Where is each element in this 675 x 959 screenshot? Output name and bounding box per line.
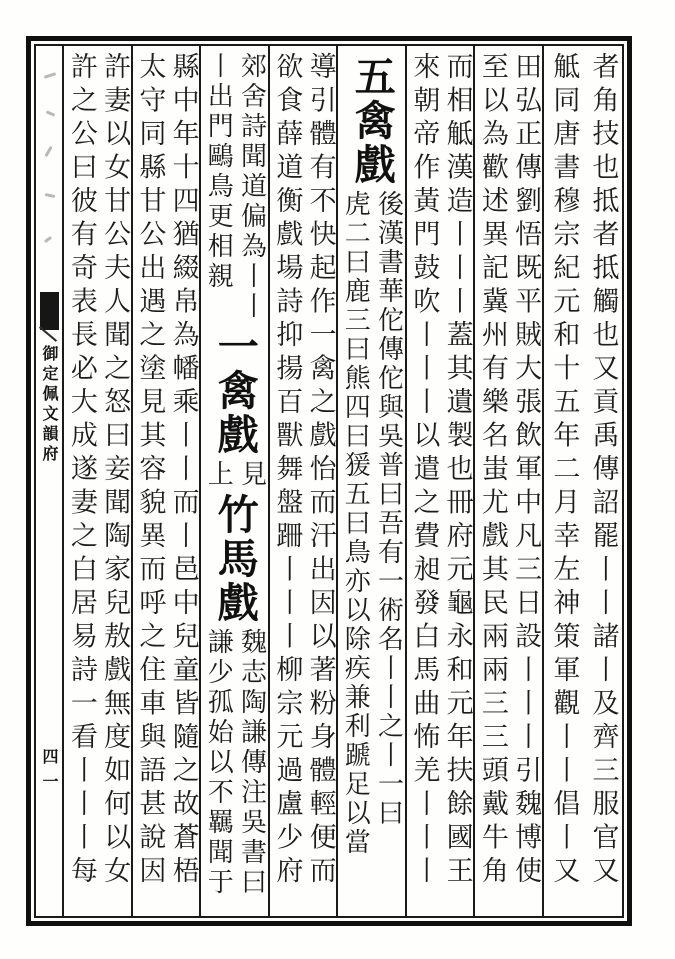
text-column-7 (131, 46, 200, 916)
commentary-pair (270, 52, 337, 890)
commentary-text: 許之公曰彼有奇表長必大成遂妻之白居易詩一看丨丨丨每 (65, 52, 97, 890)
commentary-text: 上 (203, 460, 234, 490)
commentary-text: 郊舍詩聞道偏為丨丨 (236, 52, 267, 322)
commentary-right (508, 52, 541, 890)
spine-book-title: 御定佩文韻府 (40, 345, 59, 465)
commentary-pair (338, 190, 405, 857)
page-frame (26, 36, 632, 926)
headword-text: 竹馬戲 (210, 493, 259, 625)
commentary-text: 見 (236, 460, 267, 490)
text-column-6 (199, 46, 268, 916)
commentary-pair (201, 460, 268, 490)
commentary-right (371, 190, 404, 857)
commentary-pair (407, 52, 474, 890)
commentary-pair (201, 628, 268, 898)
headword-zhumaxi (201, 493, 268, 625)
commentary-right (234, 460, 267, 490)
commentary-text: 太守同縣甘公出遇之塗見其容貌異而呼之住車與語甚說因 (134, 52, 166, 890)
ink-smudge (44, 72, 56, 79)
commentary-text: 魏志陶謙傳注吳書曰 (236, 628, 267, 898)
commentary-text: 田弘正傳劉悟既平賊大張飲軍中凡三日設丨丨丨引魏博使 (510, 52, 542, 890)
commentary-left (407, 52, 440, 890)
ink-smudge (46, 110, 55, 116)
commentary-text: 謙少孤始以不羈聞于 (203, 628, 234, 898)
commentary-text: 至以為歡述異記冀州有樂名蚩尤戲其民兩兩三三頭戴牛角 (476, 52, 508, 890)
text-column-5 (268, 46, 337, 916)
commentary-pair (64, 52, 131, 890)
page-frame-inner (34, 44, 624, 918)
text-column-4 (336, 46, 405, 916)
commentary-left (475, 52, 508, 890)
commentary-pair (133, 52, 200, 890)
commentary-left (270, 52, 303, 890)
commentary-left (338, 190, 371, 857)
text-column-1 (542, 46, 622, 916)
commentary-text: 欲食薛道衡戲場詩抑揚百獸舞盤跚丨丨丨柳宗元過盧少府 (271, 52, 303, 890)
commentary-pair (475, 52, 542, 890)
commentary-text: 縣中年十四猶綴帛為幡乘丨丨而丨邑中兒童皆隨之故蒼梧 (167, 52, 199, 890)
commentary-right (97, 52, 130, 890)
commentary-pair (544, 52, 622, 890)
commentary-right (440, 52, 473, 890)
headword-yiqinxi (201, 325, 268, 457)
commentary-right (583, 52, 622, 890)
commentary-text: 觝同唐書穆宗紀元和十五年二月幸左神策軍觀丨丨倡丨又 (548, 52, 580, 890)
commentary-left (544, 52, 583, 890)
commentary-text: 後漢書華佗傳佗與吳普曰吾有一術名丨丨之丨一曰 (373, 190, 404, 828)
headword-wuqinxi (338, 55, 405, 187)
commentary-right (234, 52, 267, 322)
ink-smudge (44, 146, 52, 157)
commentary-text: 虎二曰鹿三曰熊四曰猨五曰鳥亦以除疾兼利蹏足以當 (340, 190, 371, 857)
commentary-right (303, 52, 336, 890)
commentary-text: 來朝帝作黃門鼓吹丨丨丨以遣之費昶發白馬曲怖羌丨丨丨 (408, 52, 440, 890)
commentary-text: 丨出門鷗鳥更相親 (203, 52, 234, 292)
commentary-left (133, 52, 166, 890)
spine-strip (36, 46, 64, 916)
commentary-right (234, 628, 267, 898)
ink-smudge (45, 193, 55, 198)
text-column-8 (64, 46, 131, 916)
headword-text: 一禽戲 (210, 325, 259, 457)
commentary-left (201, 460, 234, 490)
page-number: 四一 (40, 748, 59, 798)
fishtail-mark (40, 292, 59, 330)
text-column-3 (405, 46, 474, 916)
commentary-left (201, 628, 234, 898)
text-area (64, 46, 622, 916)
headword-text: 五禽戲 (347, 55, 396, 187)
ink-smudge (44, 236, 52, 243)
text-column-2 (473, 46, 542, 916)
commentary-pair (201, 52, 268, 322)
commentary-text: 而相觝漢造丨丨丨蓋其遺製也冊府元龜永和元年扶餘國王 (441, 52, 473, 890)
commentary-text: 導引體有不快起作一禽之戲怡而汗出因以著粉身體輕便而 (304, 52, 336, 890)
commentary-left (201, 52, 234, 322)
commentary-right (166, 52, 199, 890)
commentary-text: 許妻以女甘公夫人聞之怒曰妾聞陶家兒敖戲無度如何以女 (99, 52, 131, 890)
commentary-left (64, 52, 97, 890)
commentary-text: 者角技也抵者抵觸也又貢禹傳詔罷丨丨諸丨及齊三服官又 (587, 52, 619, 890)
